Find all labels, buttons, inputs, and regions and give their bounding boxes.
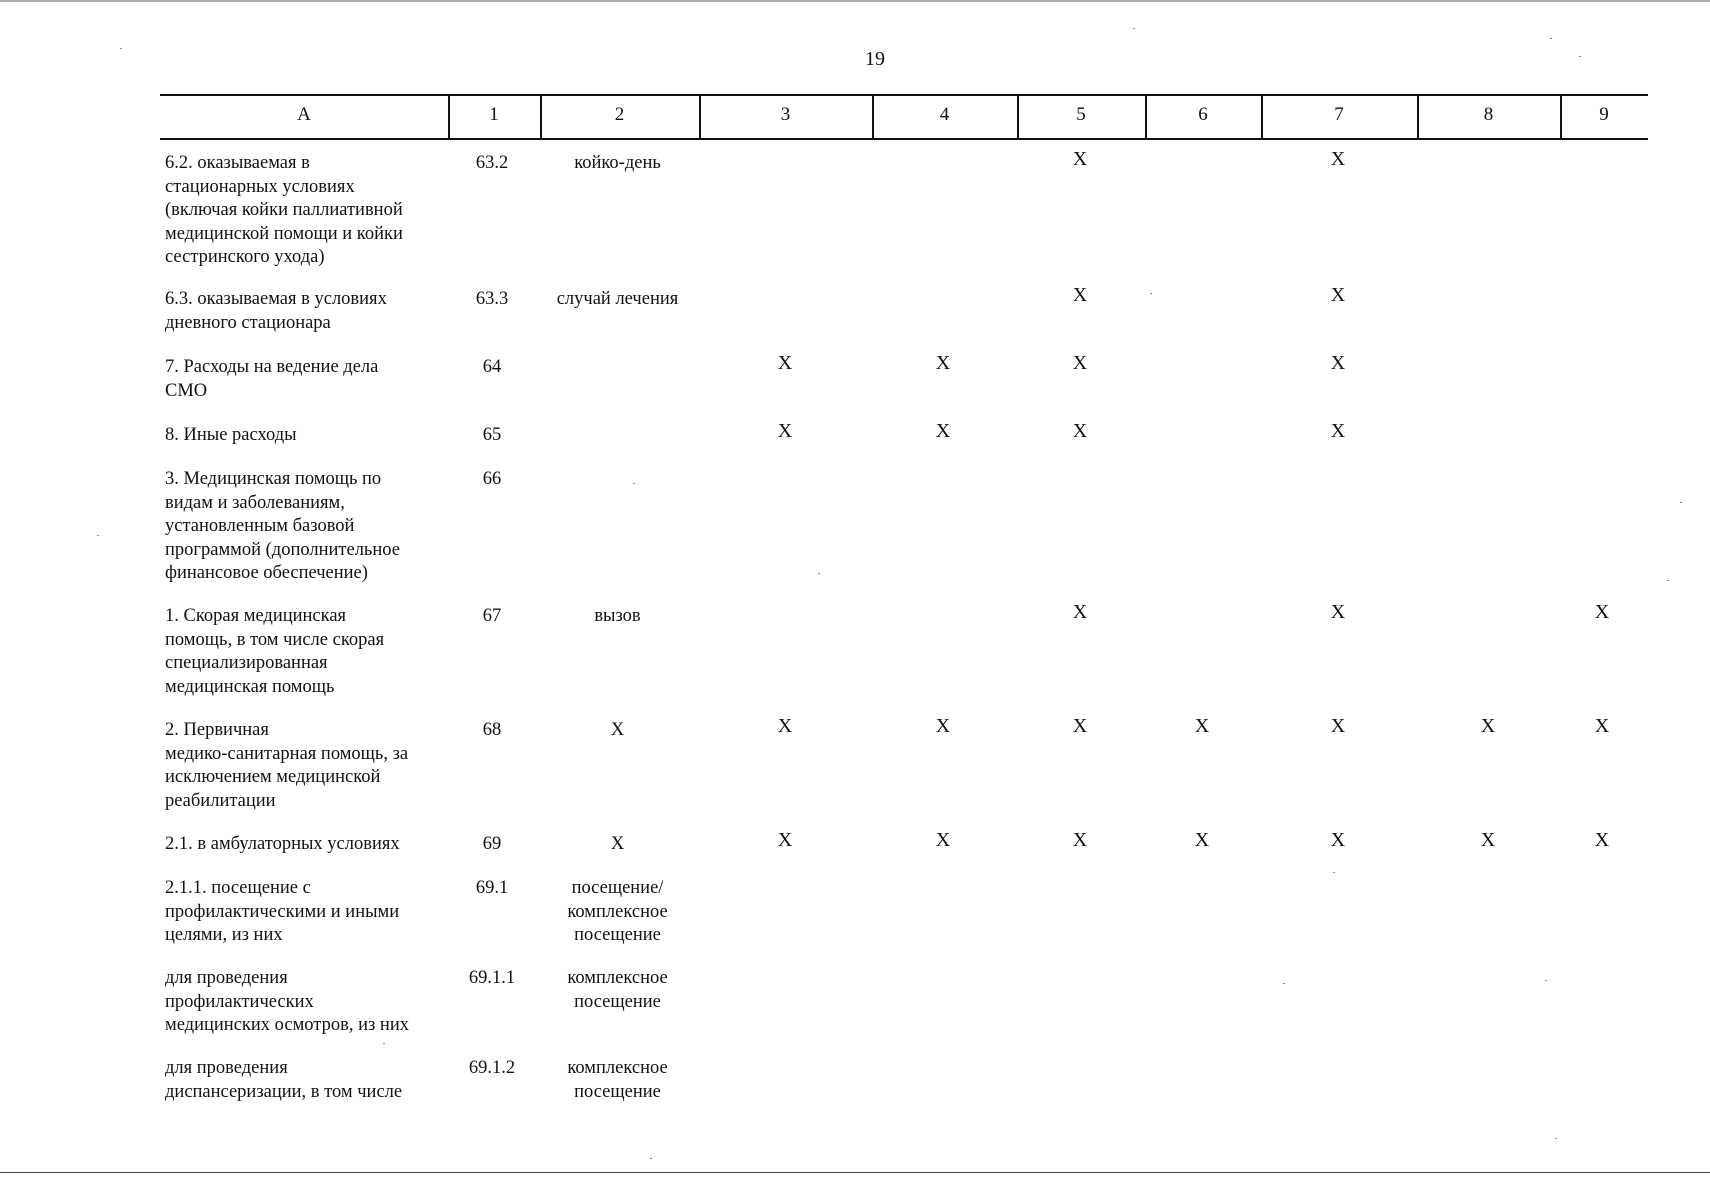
row-name-line: видам и заболеваниям,: [165, 492, 345, 513]
row-unit: [540, 152, 695, 176]
row-name-line: стационарных условиях: [165, 176, 355, 197]
row-name-line: 7. Расходы на ведение дела: [165, 357, 379, 377]
row-name-line: медицинской помощи и койки: [165, 223, 403, 244]
scan-speck: [383, 1043, 385, 1044]
row-unit: [540, 967, 695, 1014]
row-name-line: 8. Иные расходы: [165, 425, 297, 445]
row-name-line: дневного стационара: [165, 312, 331, 333]
scan-speck: [1550, 38, 1552, 39]
page-number: 19: [865, 48, 885, 70]
row-unit-line: комплексное: [567, 1058, 668, 1078]
header-cell: 1: [489, 104, 499, 125]
row-unit-line: X: [610, 834, 625, 854]
cross-mark-col-7: X: [1330, 715, 1346, 737]
row-name-line: сестринского ухода): [165, 247, 325, 267]
row-code: 64: [482, 357, 502, 377]
scan-speck: [650, 1158, 652, 1159]
row-name-line: исключением медицинской: [165, 767, 381, 787]
row-name: [165, 877, 450, 948]
header-cell: 6: [1198, 104, 1208, 125]
row-unit: [540, 288, 695, 312]
row-name-line: СМО: [165, 380, 208, 401]
cross-mark-col-8: X: [1480, 829, 1496, 851]
cross-mark-col-5: X: [1072, 715, 1088, 737]
row-code: 63.2: [475, 153, 509, 173]
row-code: 69: [482, 834, 502, 854]
scan-speck: [1545, 980, 1547, 981]
row-name: [165, 288, 450, 335]
header-cell: 9: [1599, 104, 1609, 125]
cross-mark-col-6: X: [1194, 829, 1210, 851]
cross-mark-col-3: X: [777, 829, 793, 851]
row-code: 68: [482, 720, 502, 740]
header-top-rule: [160, 94, 1648, 96]
row-code: 63.3: [475, 289, 509, 309]
row-unit-line: комплексное: [567, 968, 668, 988]
row-code: 69.1.1: [468, 968, 516, 988]
row-name-line: профилактическими и иными: [165, 901, 400, 922]
scan-speck: [1283, 983, 1285, 984]
cross-mark-col-4: X: [935, 352, 951, 374]
header-cell: 5: [1076, 104, 1086, 125]
row-name-line: медико-санитарная помощь, за: [165, 743, 409, 764]
row-name-line: для проведения: [165, 968, 288, 988]
row-name-line: финансовое обеспечение): [165, 563, 368, 583]
row-name-line: медицинских осмотров, из них: [165, 1015, 409, 1035]
cross-mark-col-9: X: [1594, 715, 1610, 737]
row-unit-line: X: [610, 720, 625, 740]
row-name-line: 3. Медицинская помощь по: [165, 469, 382, 489]
scan-speck: [1667, 580, 1669, 581]
scan-speck: [633, 483, 635, 484]
cross-mark-col-9: X: [1594, 601, 1610, 623]
scan-speck: [1579, 56, 1581, 57]
header-cell: 7: [1334, 104, 1344, 125]
header-bottom-rule: [160, 138, 1648, 140]
cross-mark-col-7: X: [1330, 352, 1346, 374]
row-code: 69.1.2: [468, 1058, 516, 1078]
row-name: [165, 1057, 450, 1104]
row-name: [165, 356, 450, 403]
row-name-line: для проведения: [165, 1058, 288, 1078]
cross-mark-col-5: X: [1072, 352, 1088, 374]
cross-mark-col-5: X: [1072, 829, 1088, 851]
row-unit-line: посещение/: [571, 878, 664, 898]
cross-mark-col-9: X: [1594, 829, 1610, 851]
row-name-line: реабилитации: [165, 790, 276, 811]
row-name-line: установленным базовой: [165, 516, 355, 536]
cross-mark-col-4: X: [935, 715, 951, 737]
cross-mark-col-6: X: [1194, 715, 1210, 737]
cross-mark-col-5: X: [1072, 284, 1088, 306]
row-name: [165, 468, 450, 586]
row-unit: [540, 605, 695, 629]
row-name-line: 6.2. оказываемая в: [165, 153, 310, 173]
row-unit-line: койко-день: [574, 153, 661, 173]
scan-speck: [1680, 502, 1682, 503]
row-name-line: помощь, в том числе скорая: [165, 629, 385, 650]
row-name-line: программой (дополнительное: [165, 539, 400, 560]
cross-mark-col-3: X: [777, 420, 793, 442]
cross-mark-col-7: X: [1330, 148, 1346, 170]
row-unit: [540, 877, 695, 948]
header-cell: 2: [614, 104, 625, 125]
header-cell: 3: [780, 104, 791, 125]
row-unit: [540, 1057, 695, 1104]
scan-speck: [818, 573, 820, 574]
header-cell: 4: [939, 104, 950, 125]
row-unit: [540, 833, 695, 857]
cross-mark-col-7: X: [1330, 420, 1346, 442]
row-unit-line: вызов: [594, 606, 641, 626]
row-name-line: специализированная: [165, 653, 328, 673]
row-name-line: 6.3. оказываемая в условиях: [165, 289, 387, 309]
cross-mark-col-7: X: [1330, 284, 1346, 306]
scan-speck: [1555, 1138, 1557, 1139]
row-code: 67: [482, 606, 502, 626]
row-name-line: 2.1.1. посещение с: [165, 878, 311, 898]
scan-speck: [1150, 293, 1152, 294]
row-name: [165, 424, 450, 448]
row-name-line: (включая койки паллиативной: [165, 200, 403, 220]
row-unit: [540, 719, 695, 743]
row-name: [165, 967, 450, 1038]
row-name: [165, 152, 450, 270]
cross-mark-col-5: X: [1072, 601, 1088, 623]
row-name: [165, 605, 450, 699]
row-name: [165, 833, 450, 857]
row-name: [165, 719, 450, 813]
cross-mark-col-3: X: [777, 715, 793, 737]
cross-mark-col-4: X: [935, 420, 951, 442]
row-unit-line: комплексное: [567, 901, 668, 922]
scan-speck: [1133, 28, 1135, 29]
row-code: 66: [482, 469, 502, 489]
row-unit-line: случай лечения: [556, 289, 679, 309]
row-name-line: профилактических: [165, 991, 314, 1012]
row-unit-line: посещение: [574, 1081, 661, 1102]
cross-mark-col-3: X: [777, 352, 793, 374]
cross-mark-col-7: X: [1330, 601, 1346, 623]
row-unit-line: посещение: [574, 991, 661, 1012]
row-name-line: 2.1. в амбулаторных условиях: [165, 834, 400, 854]
header-cell: А: [297, 104, 311, 125]
row-code: 65: [482, 425, 502, 445]
cross-mark-col-4: X: [935, 829, 951, 851]
cross-mark-col-5: X: [1072, 148, 1088, 170]
header-cell: 8: [1483, 104, 1494, 125]
cross-mark-col-8: X: [1480, 715, 1496, 737]
cross-mark-col-5: X: [1072, 420, 1088, 442]
row-name-line: целями, из них: [165, 925, 283, 945]
scan-speck: [97, 535, 99, 536]
row-code: 69.1: [475, 878, 509, 898]
scan-edge-top: [0, 0, 1710, 2]
row-unit-line: посещение: [574, 925, 661, 945]
row-name-line: диспансеризации, в том числе: [165, 1081, 403, 1102]
row-name-line: медицинская помощь: [165, 676, 335, 697]
scan-speck: [1333, 872, 1335, 873]
scan-edge-bottom: [0, 1172, 1710, 1173]
row-name-line: 1. Скорая медицинская: [165, 606, 347, 626]
row-name-line: 2. Первичная: [165, 720, 269, 740]
cross-mark-col-7: X: [1330, 829, 1346, 851]
scan-speck: [120, 48, 122, 49]
